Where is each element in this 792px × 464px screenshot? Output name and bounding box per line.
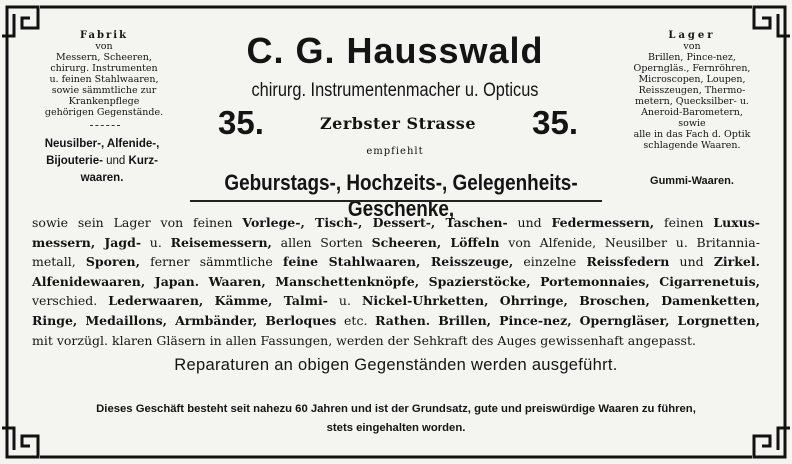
body-line (32, 331, 760, 351)
left-goods-word: und (106, 155, 126, 167)
store-line: sowie (678, 118, 706, 129)
body-text-run: Alfenidewaaren, Japan. Waaren, Manschettenknöpfe, Spazierstöcke, Portemonnaies, Cigarrenetuis, (32, 273, 760, 289)
occupation: chirurg. Instrumentenmacher u. Opticus (251, 80, 539, 101)
body-text-run: ferner sämmtliche (139, 254, 283, 270)
factory-line: u. feinen Stahlwaaren, (49, 74, 159, 85)
body-text-run: u. (327, 293, 362, 309)
body-text-run: sowie sein Lager von feinen (32, 215, 243, 230)
right-column-store (612, 30, 772, 151)
body-text-run: Luxus- (713, 215, 760, 230)
store-line: schlagende Waaren. (643, 140, 741, 151)
factory-line: sowie sämmtliche zur (51, 85, 157, 96)
factory-line: gehörigen Gegenstände. (44, 107, 164, 118)
rubber-goods: Gummi-Waaren. (650, 175, 734, 187)
body-text-run: Nickel-Uhrketten, Ohrringe, Broschen, Damenketten, (361, 293, 761, 309)
house-number-left: 35. (218, 104, 264, 141)
body-text-run: und (507, 215, 552, 230)
left-goods-word: Bijouterie- (46, 155, 103, 167)
factory-label: Fabrik (79, 30, 129, 41)
store-line: Aneroid-Barometern, (641, 107, 743, 118)
factory-line: von (95, 41, 113, 52)
body-line (32, 272, 760, 292)
store-line: alle in das Fach d. Optik (633, 129, 751, 140)
body-line (32, 233, 760, 253)
gifts-underline (190, 200, 602, 202)
factory-line: Messern, Scheeren, (56, 52, 152, 63)
body-line (32, 311, 760, 331)
business-note-line: Dieses Geschäft besteht seit nahezu 60 Jahren und ist der Grundsatz, gute und preiswürdige Waaren zu führen, (96, 403, 696, 415)
store-line: Brillen, Pince-nez, (648, 52, 736, 63)
body-line (32, 291, 760, 311)
body-line (32, 252, 760, 272)
store-line: metern, Quecksilber- u. (635, 96, 749, 107)
store-label: Lager (668, 30, 716, 41)
body-text-run: feine Stahlwaaren, Reisszeuge, (282, 254, 514, 270)
store-line: Reisszeugen, Thermo- (638, 85, 746, 96)
left-divider (90, 125, 120, 128)
body-paragraph (32, 213, 760, 350)
business-note (32, 400, 760, 438)
body-line (32, 213, 760, 233)
factory-line: chirurg. Instrumenten (50, 63, 158, 74)
house-number-right: 35. (532, 104, 578, 141)
firm-name: C. G. Hausswald (246, 30, 544, 71)
body-text-run: u. (141, 234, 171, 250)
factory-line: Krankenpflege (68, 96, 140, 107)
left-goods-word: Kurz- (128, 155, 158, 167)
body-text-run: Ringe, Medaillons, Armbänder, Berloques (32, 312, 337, 328)
body-text-run: Sporen, (85, 254, 140, 270)
left-goods-line: Neusilber-, Alfenide-, (44, 138, 160, 150)
body-text-run: etc. (336, 312, 376, 328)
body-text-run: und (669, 254, 714, 270)
body-text-run: einzelne (513, 254, 587, 270)
repair-notice: Reparaturen an obigen Gegenständen werden ausgeführt. (174, 356, 618, 374)
left-column-factory (24, 30, 184, 118)
store-line: von (683, 41, 701, 52)
body-text-run: Reissfedern (586, 254, 670, 270)
left-goods-line: waaren. (80, 172, 124, 184)
store-line: Microscopen, Loupen, (638, 74, 746, 85)
body-text-run: verschied. (32, 293, 109, 309)
street-name: Zerbster Strasse (320, 114, 476, 133)
body-text-run: messern, Jagd- (32, 234, 142, 250)
business-note-line: stets eingehalten worden. (326, 422, 466, 434)
body-text-run: von Alfenide, Neusilber u. Britannia- (499, 234, 760, 250)
body-text-run: Vorlege-, Tisch-, Dessert-, Taschen- (242, 215, 508, 230)
body-text-run: Zirkel. (713, 254, 760, 270)
body-text-run: Lederwaaren, Kämme, Talmi- (108, 293, 328, 309)
body-text-run: mit vorzügl. klaren Gläsern in allen Fassungen, werden der Sehkraft des Auges gewissenhaft angepasst. (32, 332, 696, 348)
recommends-text: empfiehlt (366, 146, 424, 157)
body-text-run: metall, (32, 254, 86, 270)
left-goods (22, 136, 182, 187)
body-text-run: Rathen. Brillen, Pince-nez, Operngläser, Lorgnetten, (375, 312, 760, 328)
body-text-run: feinen (654, 215, 714, 230)
body-text-run: allen Sorten (271, 234, 372, 250)
body-text-run: Scheeren, Löffeln (371, 234, 500, 250)
gifts-heading: Geburstags-, Hochzeits-, Gelegenheits-Geschenke, (224, 170, 578, 221)
body-text-run: Federmessern, (551, 215, 655, 230)
store-line: Operngläs., Fernröhren, (633, 63, 751, 74)
address-row (218, 104, 578, 144)
left-goods-line (22, 153, 182, 170)
body-text-run: Reisemessern, (170, 234, 272, 250)
